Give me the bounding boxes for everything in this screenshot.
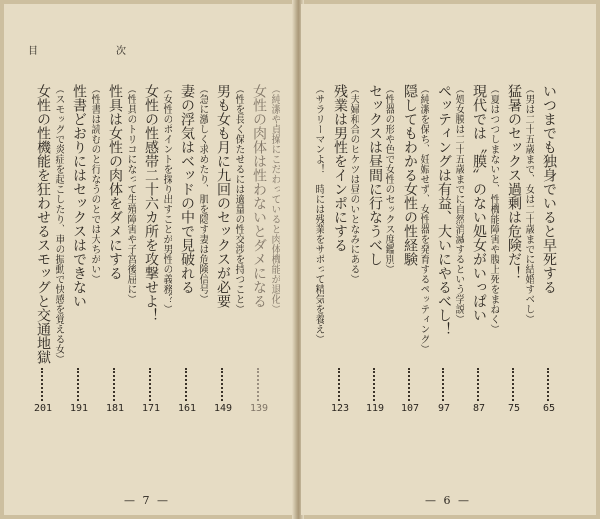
toc-entry-leader-dots bbox=[477, 368, 481, 401]
toc-entry-leader-dots bbox=[149, 368, 153, 401]
toc-entry-title: 女性の肉体は性わないとダメになる bbox=[251, 84, 268, 308]
toc-entry-title: 性具は女性の肉体をダメにする bbox=[107, 84, 124, 280]
toc-entry-title: 現代では〝膜〟のない処女がいっぱい bbox=[471, 84, 487, 322]
toc-entry-leader-dots bbox=[77, 368, 81, 401]
right-page bbox=[301, 4, 596, 515]
toc-entry-subtitle bbox=[453, 84, 464, 414]
toc-entry-page-number: 201 bbox=[34, 403, 53, 414]
toc-entry-leader-dots bbox=[257, 368, 261, 401]
toc-entry-title: 残業は男性をインポにする bbox=[332, 84, 349, 252]
toc-entry-title: 隠してもわかる女性の性経験 bbox=[402, 84, 419, 266]
toc-entry-subtitle bbox=[418, 84, 429, 414]
toc-entry-page-number: 161 bbox=[178, 403, 197, 414]
toc-entry-subtitle bbox=[89, 84, 100, 414]
toc-entry bbox=[366, 84, 384, 414]
toc-entry-page-number: 171 bbox=[142, 403, 161, 414]
toc-entry-note: （処女膜は二十五歳までに自然消滅するという学説） bbox=[453, 84, 464, 324]
toc-entry-subtitle bbox=[53, 84, 64, 414]
toc-entry bbox=[106, 84, 124, 414]
toc-entry bbox=[541, 84, 557, 414]
toc-entry-subtitle bbox=[313, 84, 324, 414]
toc-entry-note: （夏はつつしまないと、性機能障害や腹上死をまねく） bbox=[488, 84, 499, 334]
toc-entry-subtitle bbox=[348, 84, 359, 414]
toc-entry-leader-dots bbox=[442, 368, 446, 401]
toc-entry-note: （性を長く保たせるには適量の性交渉を持つこと） bbox=[233, 84, 244, 314]
toc-entry-page-number: 87 bbox=[472, 403, 486, 414]
toc-entry-subtitle bbox=[523, 84, 534, 414]
toc-entry-note: （純潔を保ち、妊娠せず、女性器を発育するペッティング） bbox=[418, 84, 429, 354]
toc-entry-title: セックスは昼間に行なうべし bbox=[367, 84, 384, 266]
toc-entry-note: （純潔や貞操にこだわっていると肉体機能が退化） bbox=[269, 84, 280, 314]
toc-entry bbox=[178, 84, 196, 414]
toc-entry-page-number: 191 bbox=[70, 403, 89, 414]
toc-entry-page-number: 65 bbox=[542, 403, 556, 414]
toc-entry-note: （性器の形や色で女性のセックス度鑑別） bbox=[383, 84, 394, 274]
toc-entry-page-number: 139 bbox=[250, 403, 269, 414]
toc-entry-note: （性具のトリコになって生殖障害や子宮後屈に） bbox=[125, 84, 136, 304]
toc-entry-leader-dots bbox=[221, 368, 225, 401]
toc-entry-title: 猛暑のセックス過剰は危険だ！ bbox=[506, 84, 522, 280]
toc-entry-leader-dots bbox=[41, 368, 45, 401]
toc-entry-leader-dots bbox=[185, 368, 189, 401]
toc-entry-subtitle bbox=[383, 84, 394, 414]
toc-entry bbox=[70, 84, 88, 414]
left-page bbox=[4, 4, 295, 515]
toc-entry-note: （性書は読むのと行なうのとでは大ちがい） bbox=[89, 84, 100, 284]
toc-entry bbox=[142, 84, 160, 414]
toc-entry-title: 性書どおりにはセックスはできない bbox=[71, 84, 88, 308]
toc-entry-page-number: 75 bbox=[507, 403, 521, 414]
toc-entry-subtitle bbox=[161, 84, 172, 414]
toc-entry-title: 女性の性機能を狂わせるスモッグと交通地獄 bbox=[35, 84, 52, 364]
toc-entry-page-number: 107 bbox=[401, 403, 420, 414]
toc-entry-page-number: 97 bbox=[437, 403, 451, 414]
toc-entry-title: 女性の性感帯二十六カ所を攻撃せよ！ bbox=[143, 84, 160, 322]
toc-entry-leader-dots bbox=[338, 368, 342, 401]
toc-entry-subtitle bbox=[125, 84, 136, 414]
toc-entry-note: （急に激しく求めたり、肌を隠す妻は危険信号） bbox=[197, 84, 208, 304]
toc-entry bbox=[506, 84, 522, 414]
toc-entry-subtitle bbox=[488, 84, 499, 414]
toc-entry bbox=[34, 84, 52, 414]
toc-entry-title: ペッティングは有益、大いにやるべし！ bbox=[436, 84, 452, 336]
toc-entry-note: （サラリーマンよ！ 時には残業をサボって精気を養え） bbox=[313, 84, 324, 344]
toc-entry-page-number: 149 bbox=[214, 403, 233, 414]
toc-entry-subtitle bbox=[233, 84, 244, 414]
toc-entry bbox=[471, 84, 487, 414]
toc-entry bbox=[436, 84, 452, 414]
toc-entry-note: （スモッグで炎症を起こしたり、車の振動で快感を覚える女） bbox=[53, 84, 64, 364]
toc-entry-leader-dots bbox=[547, 368, 551, 401]
page-number-footer: — 7 — bbox=[124, 494, 170, 507]
toc-entry-page-number: 181 bbox=[106, 403, 125, 414]
toc-entry bbox=[214, 84, 232, 414]
toc-entry-subtitle bbox=[197, 84, 208, 414]
toc-entry-note: （男は二十五歳まで、女は二十歳までに結婚すべし） bbox=[523, 84, 534, 324]
toc-entry-note: （女性のポイントを探り出すことが男性の義務？） bbox=[161, 84, 172, 314]
toc-entry bbox=[331, 84, 349, 414]
page-number-footer: — 6 — bbox=[425, 494, 471, 507]
toc-heading-first-char: 目 bbox=[28, 46, 38, 57]
toc-entry-leader-dots bbox=[113, 368, 117, 401]
toc-entry-page-number: 123 bbox=[331, 403, 350, 414]
toc-entry-title: 妻の浮気はベッドの中で見破れる bbox=[179, 84, 196, 294]
toc-entry-note: （夫婦和合のヒケツは昼のいとなみにある） bbox=[348, 84, 359, 284]
toc-entry bbox=[250, 84, 268, 414]
toc-entry bbox=[401, 84, 419, 414]
toc-entry-subtitle bbox=[269, 84, 280, 414]
toc-entry-leader-dots bbox=[512, 368, 516, 401]
toc-entry-title: 男も女も月に九回のセックスが必要 bbox=[215, 84, 232, 308]
toc-entry-leader-dots bbox=[373, 368, 377, 401]
toc-entry-leader-dots bbox=[408, 368, 412, 401]
toc-entry-page-number: 119 bbox=[366, 403, 385, 414]
toc-heading-second-char: 次 bbox=[116, 46, 126, 57]
toc-entry-title: いつまでも独身でいると早死する bbox=[541, 84, 557, 294]
